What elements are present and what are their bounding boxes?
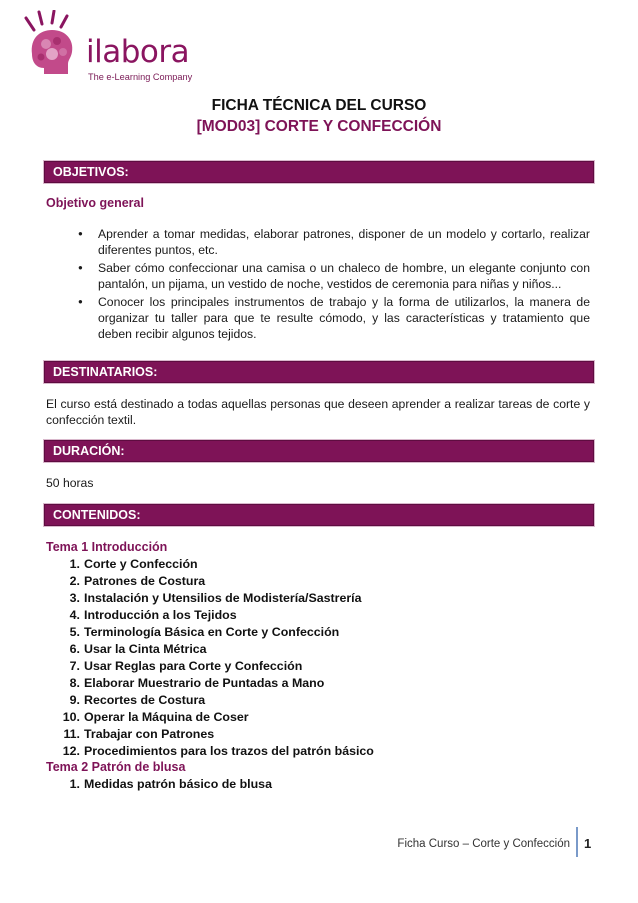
section-heading: OBJETIVOS: <box>53 165 129 179</box>
course-title: [MOD03] CORTE Y CONFECCIÓN <box>196 118 442 135</box>
section-bar-objetivos <box>44 161 594 183</box>
section-heading: DURACIÓN: <box>53 444 125 458</box>
list-item: ● Conocer los principales instrumentos de trabajo y la forma de utilizarlos, la manera de organizar tu taller para que te resulte cómodo, y las características y tratamiento que deben recibir algunos tejidos. <box>46 294 590 342</box>
list-item: 6. Usar la Cinta Métrica <box>69 642 207 656</box>
list-item: 3. Instalación y Utensilios de Modistería/Sastrería <box>69 591 362 605</box>
list-item: 2. Patrones de Costura <box>69 574 206 588</box>
logo-wordmark: ilabora <box>86 34 190 70</box>
section-bar-duracion <box>44 440 594 462</box>
footer-title: Ficha Curso – Corte y Confección <box>397 838 570 850</box>
list-item: 9. Recortes de Costura <box>69 693 206 707</box>
tema-2-heading: Tema 2 Patrón de blusa <box>46 760 186 774</box>
list-item: 1. Medidas patrón básico de blusa <box>69 777 272 791</box>
section-heading: CONTENIDOS: <box>53 508 141 522</box>
logo-tagline: The e-Learning Company <box>88 72 193 82</box>
objetivo-general-heading: Objetivo general <box>46 196 144 210</box>
list-item: 1. Corte y Confección <box>69 557 198 571</box>
list-item: 5. Terminología Básica en Corte y Confección <box>69 625 340 639</box>
list-item: 10. Operar la Máquina de Coser <box>62 710 249 724</box>
list-item: 12. Procedimientos para los trazos del patrón básico <box>62 744 374 758</box>
list-item: 8. Elaborar Muestrario de Puntadas a Mano <box>69 676 325 690</box>
section-heading: DESTINATARIOS: <box>53 365 158 379</box>
list-item: 11. Trabajar con Patrones <box>63 727 215 741</box>
list-item: ● Saber cómo confeccionar una camisa o un chaleco de hombre, un elegante conjunto con pantalón, un pijama, un vestido de noche, vestidos de ceremonia para niñas y niños... <box>46 260 590 292</box>
list-item: ● Aprender a tomar medidas, elaborar patrones, disponer de un modelo y cortarlo, realizar diferentes puntos, etc. <box>46 226 590 258</box>
section-bar-contenidos <box>44 504 594 526</box>
objetivos-list <box>46 226 590 344</box>
destinatarios-text: El curso está destinado a todas aquellas personas que deseen aprender a realizar tareas de corte y confección textil. <box>46 397 590 427</box>
ilabora-logo <box>22 10 193 82</box>
tema-2-topics <box>46 776 586 793</box>
head-logo-icon <box>22 10 86 82</box>
page-title: FICHA TÉCNICA DEL CURSO <box>211 97 427 114</box>
section-bar-destinatarios <box>44 361 594 383</box>
list-item: 7. Usar Reglas para Corte y Confección <box>69 659 303 673</box>
duracion-text: 50 horas <box>46 476 94 490</box>
page-number: 1 <box>584 836 592 851</box>
footer-divider <box>576 827 578 857</box>
list-item: 4. Introducción a los Tejidos <box>69 608 237 622</box>
tema-1-heading: Tema 1 Introducción <box>46 540 168 554</box>
tema-1-topics <box>46 556 586 760</box>
